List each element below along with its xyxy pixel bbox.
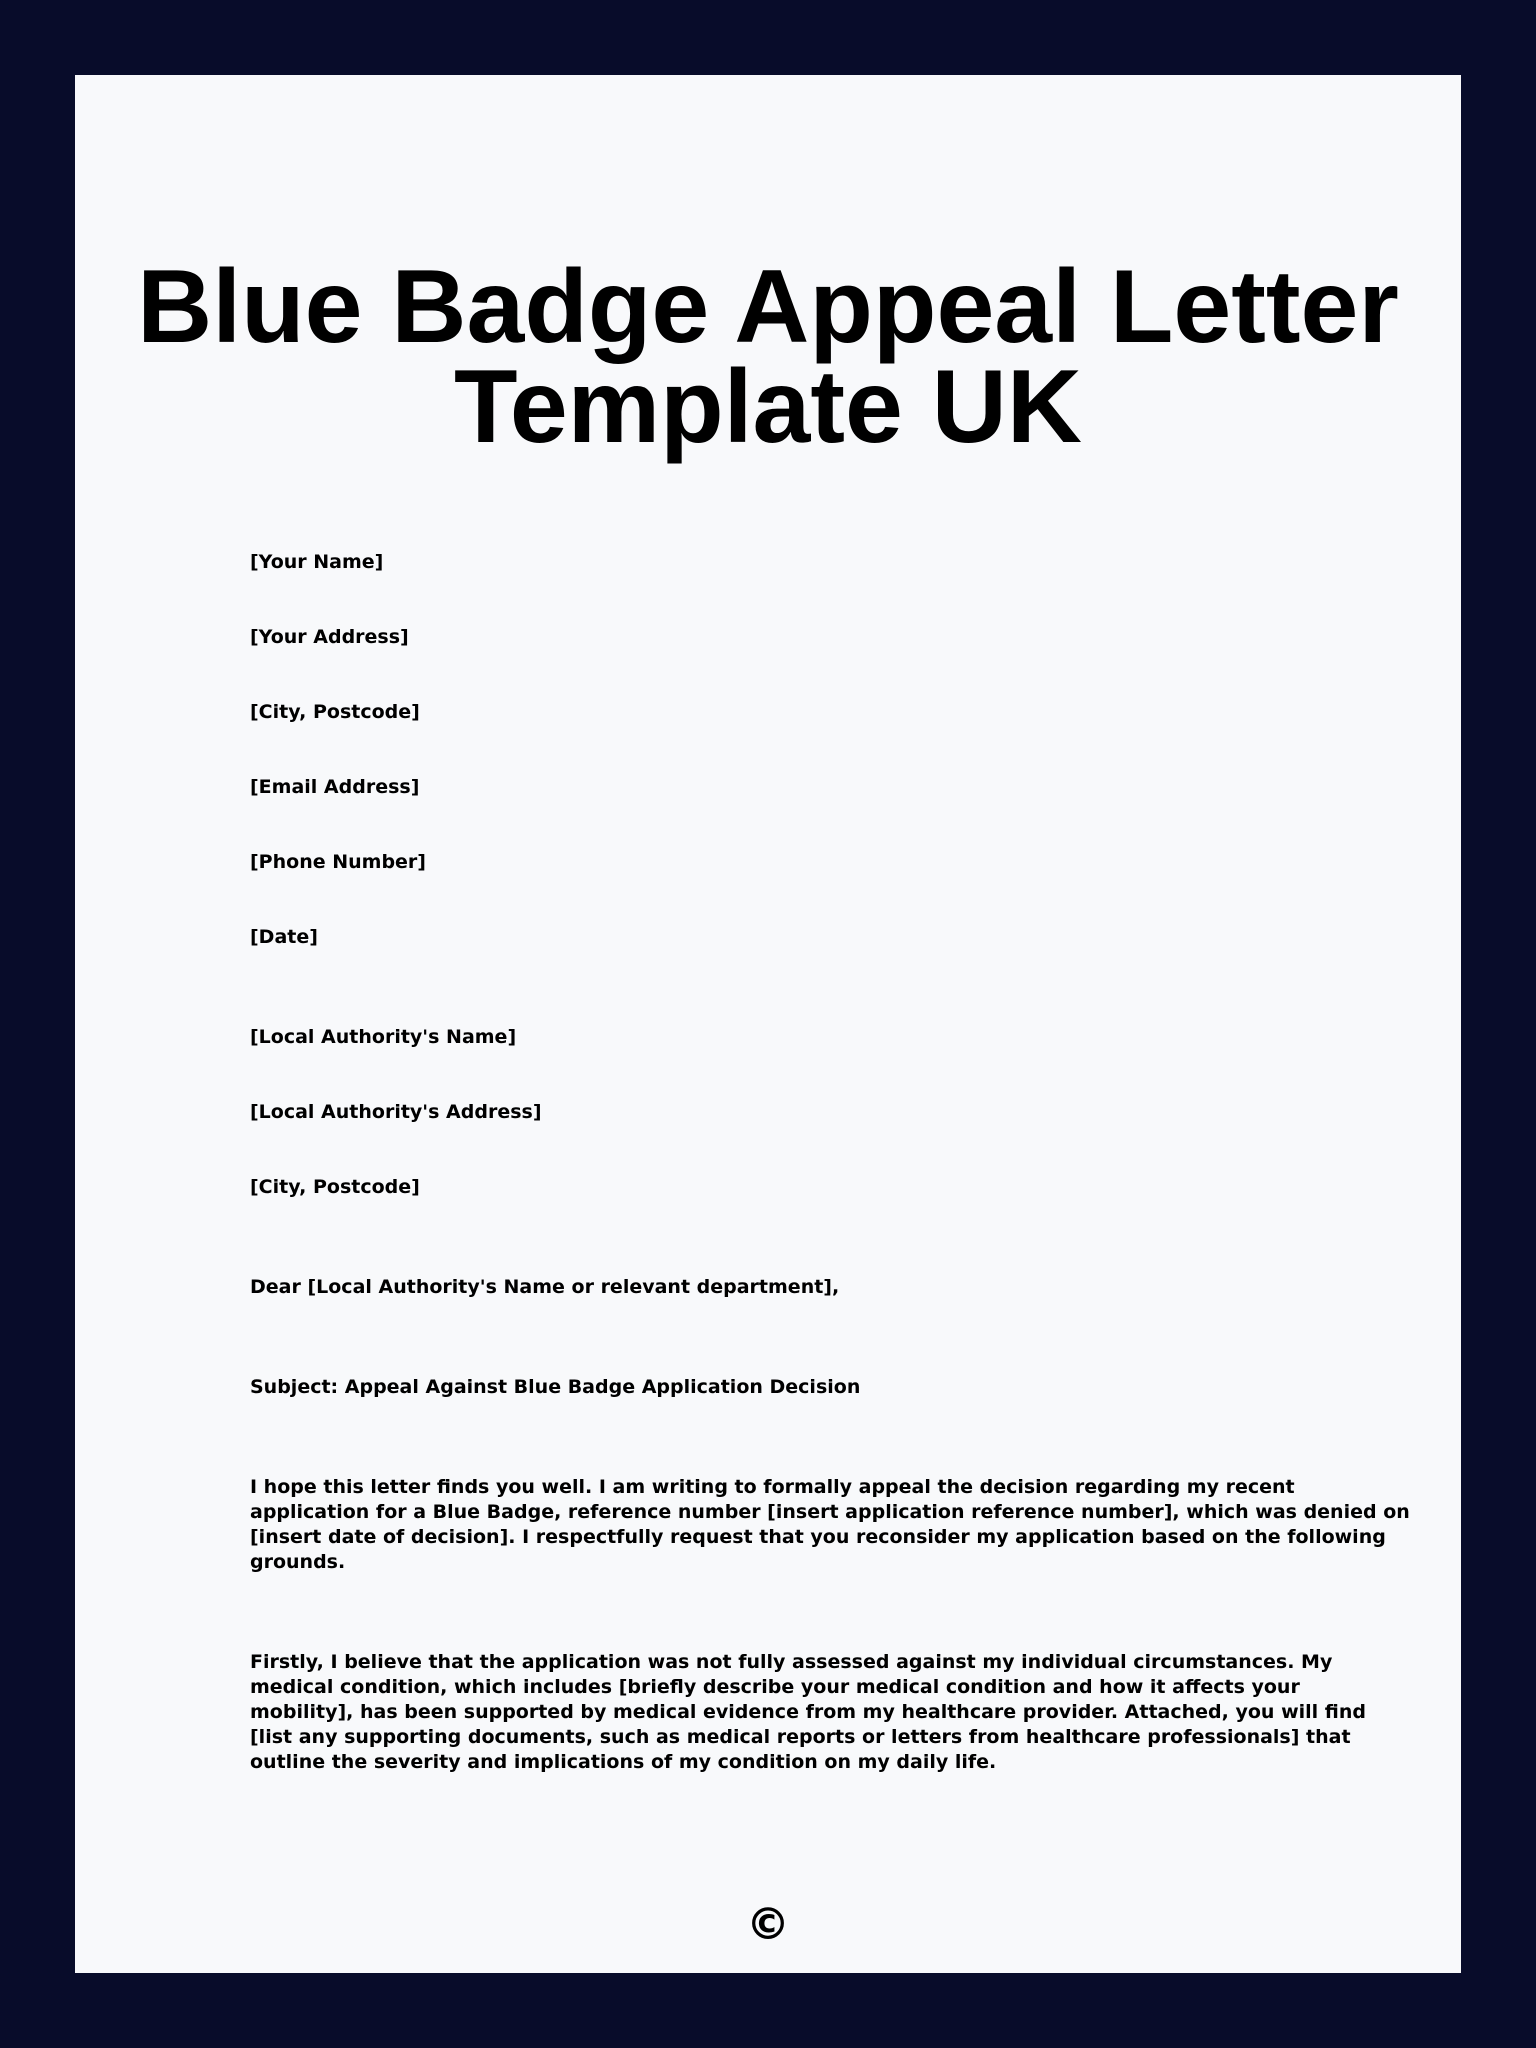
title-line-1: Blue Badge Appeal Letter: [137, 249, 1399, 365]
paragraph-line: [list any supporting documents, such as medical reports or letters from healthcare professionals] that: [250, 1726, 1351, 1748]
sender-city-postcode: [City, Postcode]: [250, 701, 420, 723]
sender-name: [Your Name]: [250, 551, 384, 573]
subject-line: Subject: Appeal Against Blue Badge Application Decision: [250, 1376, 861, 1398]
paragraph-grounds: [250, 1650, 1366, 1775]
paragraph-line: application for a Blue Badge, reference number [insert application reference number], which was denied on: [250, 1501, 1410, 1523]
recipient-address: [Local Authority's Address]: [250, 1101, 542, 1123]
salutation: Dear [Local Authority's Name or relevant department],: [250, 1276, 840, 1298]
paragraph-intro: [250, 1475, 1410, 1575]
paragraph-line: Firstly, I believe that the application was not fully assessed against my individual circumstances. My: [250, 1651, 1333, 1673]
recipient-city-postcode: [City, Postcode]: [250, 1176, 420, 1198]
paragraph-line: mobility], has been supported by medical evidence from my healthcare provider. Attached, you will find: [250, 1701, 1366, 1723]
recipient-name: [Local Authority's Name]: [250, 1026, 517, 1048]
paragraph-line: medical condition, which includes [briefly describe your medical condition and how it affects your: [250, 1676, 1300, 1698]
paragraph-line: I hope this letter finds you well. I am writing to formally appeal the decision regarding my recent: [250, 1476, 1295, 1498]
paragraph-line: [insert date of decision]. I respectfully request that you reconsider my application based on the following: [250, 1526, 1386, 1548]
paragraph-line: grounds.: [250, 1551, 346, 1573]
letter-page: [75, 75, 1461, 1973]
sender-address: [Your Address]: [250, 626, 409, 648]
letter-date: [Date]: [250, 926, 318, 948]
title-line-2: Template UK: [454, 349, 1082, 465]
copyright-icon: ©: [746, 1899, 790, 1950]
sender-phone: [Phone Number]: [250, 851, 426, 873]
paragraph-line: outline the severity and implications of my condition on my daily life.: [250, 1751, 997, 1773]
sender-email: [Email Address]: [250, 776, 420, 798]
page-title: [75, 249, 1461, 465]
